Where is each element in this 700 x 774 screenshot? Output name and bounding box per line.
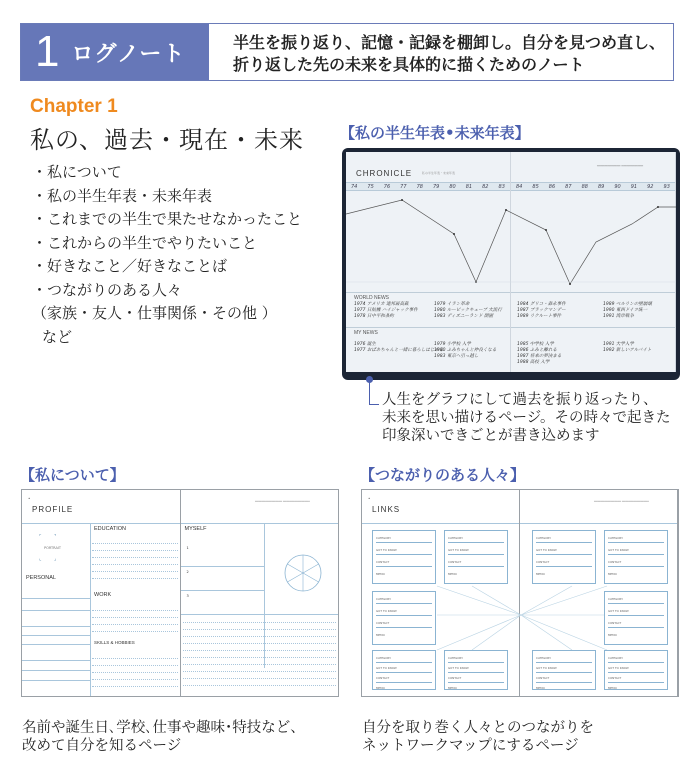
year-tick: 88 — [581, 183, 588, 190]
chronicle-title: CHRONICLE — [356, 169, 413, 178]
link-field: CONTACT — [536, 673, 592, 683]
year-tick: 76 — [383, 183, 391, 190]
world-news-entry: 1990 東西ドイツ統一 — [603, 308, 648, 313]
ruled-line — [92, 658, 178, 659]
page-title-text: PROFILE — [32, 505, 74, 514]
year-tick: 82 — [482, 183, 489, 190]
link-field: MEMO — [536, 572, 545, 576]
link-field: CONTACT — [376, 557, 432, 567]
divider — [181, 566, 264, 567]
caption-line: 改めて自分を知るページ — [22, 738, 182, 754]
callout-line — [369, 379, 370, 405]
ruled-line — [92, 686, 178, 687]
page-title-text: LINKS — [372, 505, 401, 514]
myself-row-number: 2 — [186, 570, 189, 574]
my-news-entry: 1985 中学校 入学 — [517, 342, 554, 347]
link-field: CATEGORY — [608, 594, 664, 604]
chapter-contents-list — [32, 161, 302, 349]
link-field: CATEGORY — [608, 533, 664, 543]
link-field: CATEGORY — [448, 533, 504, 543]
year-tick: 83 — [498, 183, 505, 190]
link-box — [444, 650, 508, 690]
education-label: EDUCATION — [94, 526, 126, 532]
banner-description — [209, 24, 673, 80]
link-field: CATEGORY — [376, 594, 432, 604]
world-news-entry: 1977 日航機 ハイジャック事件 — [354, 308, 418, 313]
link-field: CONTACT — [608, 557, 664, 567]
ruled-line — [183, 636, 337, 637]
caption-line: 未来を思い描けるページ。その時々で起きた — [382, 410, 671, 426]
divider — [264, 523, 265, 668]
ruled-line — [183, 643, 337, 644]
divider — [22, 598, 90, 599]
ruled-line — [183, 629, 337, 630]
profile-right-page — [181, 490, 339, 696]
world-news-entry: 1978 日中平和条約 — [354, 314, 394, 319]
myself-row-number: 1 — [186, 546, 189, 550]
corner-mark: ⌜ ⌝ — [39, 534, 57, 540]
page-number: • — [368, 496, 371, 501]
ruled-line — [92, 610, 178, 611]
year-tick: 90 — [614, 183, 621, 190]
world-news-entry: 1984 グリコ・森永事件 — [517, 302, 566, 307]
year-tick: 85 — [532, 183, 539, 190]
link-field: GOT TO KNOW — [448, 663, 504, 673]
year-tick: 89 — [597, 183, 605, 190]
my-news-entry: 1983 東京へ引っ越し — [434, 354, 479, 359]
work-label: WORK — [94, 592, 112, 598]
profile-caption — [22, 719, 305, 755]
link-field: GOT TO KNOW — [448, 545, 504, 555]
ruled-line — [92, 672, 178, 673]
year-tick: 81 — [465, 183, 473, 190]
myself-row-number: 3 — [186, 594, 189, 598]
life-chart-line — [346, 152, 676, 372]
caption-line: 名前や誕生日､学校､仕事や趣味･特技など、 — [22, 720, 305, 736]
header-banner — [20, 23, 674, 81]
link-field: MEMO — [608, 572, 617, 576]
link-field: MEMO — [608, 686, 617, 690]
link-field: GOT TO KNOW — [376, 663, 432, 673]
world-news-entry: 1974 アメリカ 連邦最高裁 — [354, 302, 409, 307]
year-tick: 84 — [516, 183, 523, 190]
link-box — [372, 591, 436, 645]
myself-label: MYSELF — [184, 526, 207, 532]
link-box — [532, 530, 596, 584]
link-field: CONTACT — [536, 557, 592, 567]
link-field: GOT TO KNOW — [608, 545, 664, 555]
ruled-line — [183, 622, 337, 623]
my-news-entry: 1977 おばあちゃんと一緒に暮らしはじめる — [354, 348, 444, 353]
link-box — [604, 530, 668, 584]
link-field: MEMO — [376, 633, 385, 637]
banner-number: 1 — [35, 27, 60, 76]
chronicle-heading: 【私の半生年表•未来年表】 — [340, 124, 530, 142]
chronicle-spread — [346, 152, 676, 372]
link-field: CATEGORY — [536, 533, 592, 543]
divider — [181, 523, 339, 524]
link-field: CONTACT — [608, 673, 664, 683]
link-field: CATEGORY — [448, 653, 504, 663]
divider — [22, 523, 180, 524]
ruled-line — [183, 671, 337, 672]
links-caption — [362, 719, 594, 755]
year-tick: 77 — [400, 183, 407, 190]
link-field: GOT TO KNOW — [608, 606, 664, 616]
my-news-entry: 1976 誕生 — [354, 342, 376, 347]
link-box — [372, 530, 436, 584]
banner-description-line: 折り返した先の未来を具体的に描くためのノート — [233, 55, 585, 74]
chronicle-instructions: ━━━━━━━━━━━━━ ━━━━━━━━━━━━ — [597, 164, 644, 168]
ruled-line — [92, 578, 178, 579]
year-tick: 75 — [367, 183, 374, 190]
ruled-line — [92, 550, 178, 551]
year-tick: 80 — [449, 183, 456, 190]
chronicle-subtitle: 私の半生年表・未来年表 — [422, 171, 456, 175]
links-heading: 【つながりのある人々】 — [360, 466, 526, 484]
my-news-entry: 1987 将来の夢決まる — [517, 354, 562, 359]
link-field: GOT TO KNOW — [376, 606, 432, 616]
year-tick: 79 — [432, 183, 440, 190]
ruled-line — [183, 657, 337, 658]
ruled-line — [92, 557, 178, 558]
link-field: MEMO — [536, 686, 545, 690]
list-item: ・私の半生年表・未来年表 — [32, 186, 213, 205]
ruled-line — [92, 624, 178, 625]
callout-line — [369, 404, 379, 405]
link-field: MEMO — [608, 633, 617, 637]
banner-description-line: 半生を振り返り、記憶・記録を棚卸し。自分を見つめ直し、 — [233, 33, 666, 52]
world-news-entry: 1983 ディズニーランド 開園 — [434, 314, 493, 319]
skills-label: SKILLS & HOBBIES — [94, 640, 135, 645]
link-field: CATEGORY — [376, 533, 432, 543]
list-item: ・私について — [32, 163, 122, 181]
my-news-entry: 1979 小学校 入学 — [434, 342, 471, 347]
my-news-entry: 1986 ふみと離れる — [517, 348, 557, 353]
ruled-line — [92, 665, 178, 666]
world-news-entry: 1987 ブラックマンデー — [517, 308, 566, 313]
divider — [22, 680, 90, 681]
page-instructions: ━━━━━━━━━━━━━━━━ ━━━━━━━━━━━━━━━━ — [255, 499, 310, 503]
list-item: ・これからの半生でやりたいこと — [32, 233, 258, 252]
year-tick: 87 — [565, 183, 572, 190]
caption-line: 人生をグラフにして過去を振り返ったり、 — [382, 392, 658, 408]
page-number: • — [28, 496, 31, 501]
ruled-line — [92, 543, 178, 544]
year-tick: 92 — [647, 183, 654, 190]
ruled-line — [92, 679, 178, 680]
profile-notebook — [21, 489, 339, 697]
page-instructions: ━━━━━━━━━━━━━━━━ ━━━━━━━━━━━━━━━━ — [594, 499, 649, 503]
link-field: GOT TO KNOW — [536, 545, 592, 555]
divider — [22, 644, 90, 645]
divider — [22, 635, 90, 636]
chronicle-notebook-photo — [342, 148, 680, 380]
world-news-label: WORLD NEWS — [354, 295, 389, 301]
caption-line: ネットワークマップにするページ — [362, 738, 579, 754]
link-field: CATEGORY — [376, 653, 432, 663]
ruled-line — [183, 664, 337, 665]
link-field: MEMO — [448, 572, 457, 576]
ruled-line — [92, 571, 178, 572]
link-field: CONTACT — [448, 673, 504, 683]
ruled-line — [92, 617, 178, 618]
link-field: CONTACT — [376, 618, 432, 628]
link-field: CATEGORY — [536, 653, 592, 663]
list-item: など — [42, 327, 73, 346]
list-item: ・好きなこと／好きなことば — [32, 257, 228, 275]
link-field: GOT TO KNOW — [608, 663, 664, 673]
divider — [181, 590, 264, 591]
year-tick: 93 — [663, 183, 670, 190]
chapter-label: Chapter 1 — [30, 96, 118, 117]
profile-heading: 【私について】 — [20, 466, 125, 484]
profile-title — [32, 505, 73, 514]
link-field: CATEGORY — [608, 653, 664, 663]
my-news-label: MY NEWS — [354, 330, 378, 336]
portrait-label: PORTRAIT — [44, 546, 62, 550]
ruled-line — [183, 650, 337, 651]
link-box — [444, 530, 508, 584]
year-tick: 91 — [630, 183, 638, 190]
link-field: MEMO — [448, 686, 457, 690]
chronicle-caption — [382, 391, 671, 445]
ruled-line — [92, 564, 178, 565]
my-news-entry: 1988 高校 入学 — [517, 360, 550, 365]
ruled-line — [183, 678, 337, 679]
year-tick: 78 — [416, 183, 423, 190]
my-news-entry: 1980 ふみちゃんと仲良くなる — [434, 348, 497, 353]
year-tick: 86 — [548, 183, 556, 190]
divider — [22, 610, 90, 611]
year-tick: 74 — [351, 183, 358, 190]
link-box — [604, 591, 668, 645]
world-news-entry: 1989 リクルート事件 — [517, 314, 562, 319]
world-news-entry: 1991 湾岸戦争 — [603, 314, 634, 319]
link-field: CONTACT — [376, 673, 432, 683]
divider — [22, 660, 90, 661]
profile-left-page — [22, 490, 181, 696]
my-news-entry: 1992 新しいアルバイト — [603, 348, 652, 353]
link-field: MEMO — [376, 686, 385, 690]
link-field: GOT TO KNOW — [536, 663, 592, 673]
banner-title-block — [21, 24, 209, 80]
banner-title: ログノート — [71, 41, 186, 67]
world-news-entry: 1979 イラン革命 — [434, 302, 470, 307]
list-item: ・これまでの半生で果たせなかったこと — [32, 210, 303, 228]
caption-line: 自分を取り巻く人々とのつながりを — [362, 720, 594, 736]
ruled-line — [183, 685, 337, 686]
link-field: GOT TO KNOW — [376, 545, 432, 555]
balance-wheel-chart — [274, 544, 332, 602]
links-notebook — [361, 489, 679, 697]
divider — [22, 670, 90, 671]
link-field: CONTACT — [448, 557, 504, 567]
corner-mark: ⌞ ⌟ — [39, 556, 57, 562]
link-field: CONTACT — [608, 618, 664, 628]
world-news-entry: 1989 ベルリンの壁崩壊 — [603, 302, 652, 307]
link-field: MEMO — [376, 572, 385, 576]
link-box — [604, 650, 668, 690]
link-box — [372, 650, 436, 690]
link-box — [532, 650, 596, 690]
divider — [181, 614, 339, 615]
personal-label: PERSONAL — [26, 575, 56, 581]
divider — [22, 626, 90, 627]
list-item: （家族・友人・仕事関係・その他 ） — [32, 304, 277, 322]
world-news-entry: 1980 ルービックキューブ 大流行 — [434, 308, 502, 313]
chapter-title: 私の、過去・現在・未来 — [30, 126, 305, 154]
list-item: ・つながりのある人々 — [32, 280, 183, 299]
divider — [90, 523, 91, 696]
ruled-line — [92, 631, 178, 632]
caption-line: 印象深いできごとが書き込めます — [382, 428, 600, 444]
my-news-entry: 1991 大学入学 — [603, 342, 634, 347]
